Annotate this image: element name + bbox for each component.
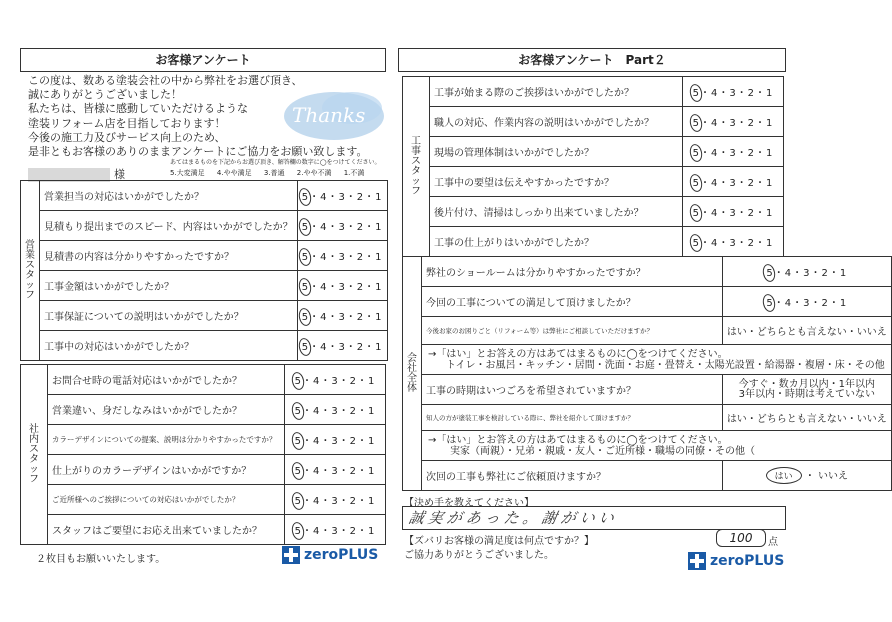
legend-item: 4.やや満足	[216, 169, 252, 177]
deciding-factor-label: 【決め手を教えてください】	[404, 498, 534, 509]
question-text: 工事保証についての説明はいかがでしたか？	[40, 301, 298, 331]
circled-5: 5	[294, 466, 302, 477]
page-title: お客様アンケート	[20, 48, 386, 72]
group-label-sales: 営 業 ス タ ッ フ	[21, 181, 40, 361]
circled-5: 5	[294, 376, 302, 387]
circled-5: 5	[301, 252, 310, 263]
brand-logo	[688, 552, 784, 570]
question-text: 工事中の要望は伝えやすかったですか？	[430, 167, 683, 197]
survey-sheet-page2	[398, 0, 887, 600]
survey-sheet-page1	[20, 0, 386, 600]
deciding-factor-answer-box[interactable]	[402, 506, 786, 530]
intro-line: 誠にありがとうございました！	[28, 88, 182, 102]
question-text: 職人の対応、作業内容の説明はいかがでしたか？	[430, 107, 683, 137]
logo-text: zeroPLUS	[304, 547, 379, 563]
circled-5: 5	[294, 406, 302, 417]
circled-5: 5	[692, 178, 700, 189]
logo-text: zeroPLUS	[710, 553, 785, 569]
rating-legend	[170, 168, 374, 178]
satisfaction-score-field[interactable]: 100	[716, 529, 766, 547]
rating-scale[interactable]: 5・4・3・2・1	[722, 257, 891, 287]
rating-scale[interactable]: 5・4・3・2・1	[297, 181, 387, 211]
office-staff-table	[20, 364, 386, 545]
rating-scale[interactable]: 5・4・3・2・1	[683, 107, 784, 137]
rating-scale[interactable]: 5・4・3・2・1	[285, 395, 386, 425]
circled-5: 5	[294, 496, 302, 507]
question-text: 現場の管理体制はいかがでしたか？	[430, 137, 683, 167]
no-option[interactable]: いいえ	[818, 471, 848, 482]
question-text: 次回の工事も弊社にご依頼頂けますか？	[422, 461, 723, 491]
group-label-office: 社 内 ス タ ッ フ	[21, 365, 48, 545]
choice-yes-neutral-no[interactable]: はい・どちらとも言えない・いいえ	[722, 317, 891, 345]
circled-5: 5	[692, 148, 700, 159]
intro-line: 是非ともお客様のありのままアンケートにご協力をお願い致します。	[28, 145, 368, 159]
yes-option-circled[interactable]: はい	[766, 467, 802, 484]
legend-item: 3.普通	[263, 169, 285, 177]
legend-note: あてはまるものを下記からお選び頂き、解答欄の数字に◯をつけてください。	[170, 159, 381, 166]
timing-option-line: 3年以内・時期は考えていない	[738, 388, 875, 400]
timing-choice[interactable]	[722, 375, 891, 405]
question-text: 知人の方が塗装工事を検討している際に、弊社を紹介して頂けますか？	[422, 405, 723, 431]
rating-scale[interactable]: 5・4・3・2・1	[683, 197, 784, 227]
question-text: 工事中の対応はいかがでしたか？	[40, 331, 298, 361]
deciding-factor-handwriting: 誠実があった。謝がいい	[407, 509, 620, 527]
question-text: ご近所様へのご挨拶についての対応はいかがでしたか？	[48, 485, 285, 515]
circled-5: 5	[294, 436, 302, 447]
question-text: 今回の工事についての満足して頂けましたか？	[422, 287, 723, 317]
rating-scale[interactable]: 5・4・3・2・1	[683, 167, 784, 197]
honorific: 様	[114, 168, 125, 181]
question-text: 後片付け、清掃はしっかり出来ていましたか？	[430, 197, 683, 227]
question-text: 営業担当の対応はいかがでしたか？	[40, 181, 298, 211]
rating-scale[interactable]: 5・4・3・2・1	[285, 485, 386, 515]
rating-scale[interactable]: 5・4・3・2・1	[683, 227, 784, 257]
intro-line: 私たちは、皆様に感動していただけるような	[28, 102, 248, 116]
yes-no-choice[interactable]	[722, 461, 891, 491]
rating-scale[interactable]: 5・4・3・2・1	[297, 301, 387, 331]
question-text: 工事が始まる際のご挨拶はいかがでしたか？	[430, 77, 683, 107]
circled-5: 5	[301, 312, 310, 323]
thanks-note: ご協力ありがとうございました。	[404, 550, 554, 561]
rating-scale[interactable]: 5・4・3・2・1	[285, 455, 386, 485]
question-text: スタッフはご要望にお応え出来ていましたか？	[48, 515, 285, 545]
intro-line: 塗装リフォーム店を目指しております！	[28, 116, 226, 130]
follow-up-options[interactable]: トイレ・お風呂・キッチン・居間・洗面・お庭・畳替え・太陽光設置・給湯器・複層・床・その他	[446, 359, 885, 371]
company-table	[402, 256, 892, 491]
separator: ・	[804, 471, 815, 482]
question-text: 見積書の内容は分かりやすかったですか？	[40, 241, 298, 271]
plus-logo-icon	[688, 552, 706, 570]
legend-item: 5.大変満足	[170, 169, 205, 177]
rating-scale[interactable]: 5・4・3・2・1	[722, 287, 891, 317]
question-text: 見積もり提出までのスピード、内容はいかがでしたか？	[40, 211, 298, 241]
follow-up-instruction: →「はい」とお答えの方はあてはまるものに◯をつけてください。	[428, 348, 728, 360]
group-label-construction: 工 事 ス タ ッ フ	[403, 77, 430, 257]
circled-5: 5	[766, 268, 774, 279]
circled-5: 5	[692, 238, 700, 249]
circled-5: 5	[692, 88, 700, 99]
rating-scale[interactable]: 5・4・3・2・1	[683, 77, 784, 107]
group-label-company: 会 社 全 体	[403, 257, 422, 491]
circled-5: 5	[692, 118, 700, 129]
rating-scale[interactable]: 5・4・3・2・1	[285, 515, 386, 545]
rating-scale[interactable]: 5・4・3・2・1	[297, 271, 387, 301]
follow-up-note	[422, 431, 892, 461]
thanks-watercolor-image	[282, 86, 392, 144]
thanks-text: Thanks	[292, 103, 366, 127]
question-text: 工事の仕上がりはいかがでしたか？	[430, 227, 683, 257]
intro-line: 今後の施工力及びサービス向上のため、	[28, 130, 226, 144]
rating-scale[interactable]: 5・4・3・2・1	[683, 137, 784, 167]
follow-up-instruction: →「はい」とお答えの方はあてはまるものに◯をつけてください。	[428, 434, 728, 446]
circled-5: 5	[692, 208, 700, 219]
construction-staff-table	[402, 76, 784, 257]
circled-5: 5	[301, 192, 310, 203]
question-text: 今後お家のお困りごと（リフォーム等）は弊社にご相談していただけますか？	[422, 317, 723, 345]
brand-logo	[282, 546, 378, 564]
question-text: 工事金額はいかがでしたか？	[40, 271, 298, 301]
question-text: お問合せ時の電話対応はいかがでしたか？	[48, 365, 285, 395]
circled-5: 5	[766, 298, 774, 309]
rating-scale[interactable]: 5・4・3・2・1	[297, 211, 387, 241]
satisfaction-label: 【ズバリお客様の満足度は何点ですか？】	[404, 536, 594, 547]
score-unit: 点	[768, 537, 778, 548]
footer-note: ２枚目もお願いいたします。	[36, 554, 166, 565]
question-text: カラーデザインについての提案、説明は分かりやすかったですか？	[48, 425, 285, 455]
follow-up-options[interactable]: 実家（両親）・兄弟・親戚・友人・ご近所様・職場の同僚・その他（	[450, 445, 755, 457]
rating-scale[interactable]: 5・4・3・2・1	[297, 241, 387, 271]
circled-5: 5	[294, 526, 302, 537]
sales-staff-table	[20, 180, 388, 361]
legend-item: 1.不満	[343, 169, 365, 177]
follow-up-note	[422, 345, 892, 375]
circled-5: 5	[301, 342, 310, 353]
question-text: 仕上がりのカラーデザインはいかがですか？	[48, 455, 285, 485]
page-title: お客様アンケート Part２	[398, 48, 786, 72]
timing-option-line: 今すぐ・数カ月以内・1年以内	[738, 378, 875, 390]
circled-5: 5	[301, 222, 310, 233]
rating-scale[interactable]: 5・4・3・2・1	[285, 365, 386, 395]
intro-line: この度は、数ある塗装会社の中から弊社をお選び頂き、	[28, 74, 303, 87]
choice-yes-neutral-no[interactable]: はい・どちらとも言えない・いいえ	[722, 405, 891, 431]
question-text: 営業違い、身だしなみはいかがでしたか？	[48, 395, 285, 425]
question-text: 工事の時期はいつごろを希望されていますか？	[422, 375, 723, 405]
rating-scale[interactable]: 5・4・3・2・1	[297, 331, 387, 361]
plus-logo-icon	[282, 546, 300, 564]
circled-5: 5	[301, 282, 310, 293]
question-text: 弊社のショールームは分かりやすかったですか？	[422, 257, 723, 287]
rating-scale[interactable]: 5・4・3・2・1	[285, 425, 386, 455]
legend-item: 2.やや不満	[296, 169, 332, 177]
